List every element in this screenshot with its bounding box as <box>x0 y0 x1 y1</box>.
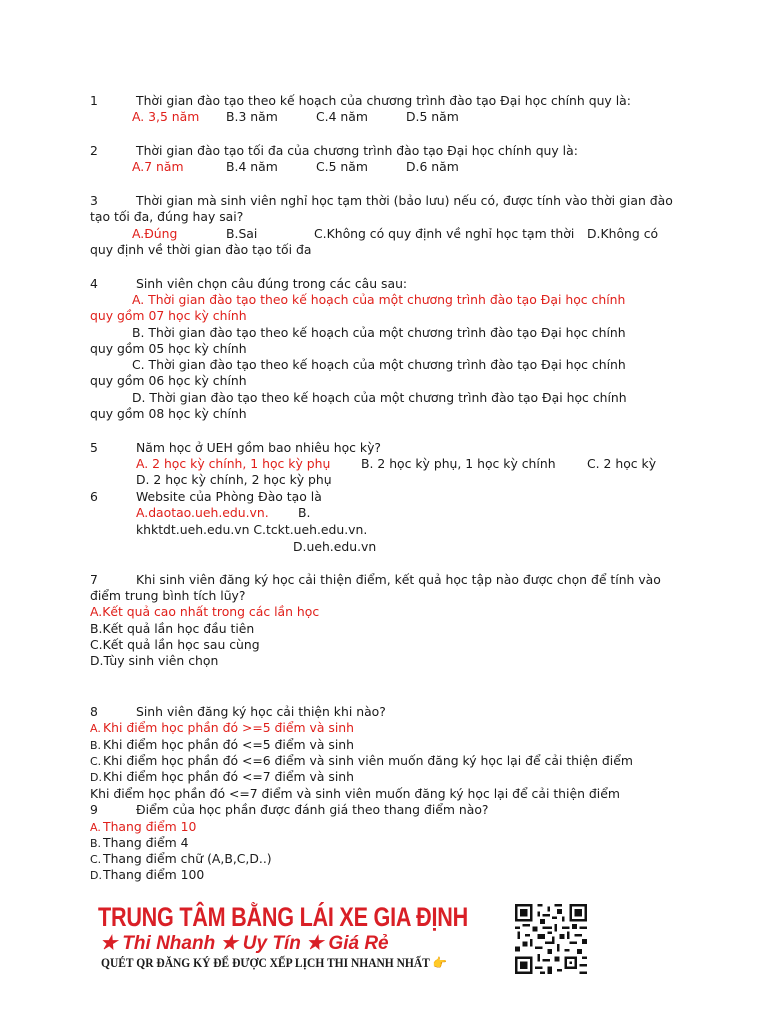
q7-option-a: A.Kết quả cao nhất trong các lần học <box>90 604 320 619</box>
q9-option-d-letter: D. <box>90 869 102 882</box>
q8-option-b-letter: B. <box>90 739 102 752</box>
q7-question-line2: điểm trung bình tích lũy? <box>90 588 246 603</box>
q6-option-b-label: B. <box>298 505 311 520</box>
banner-cta[interactable]: QUÉT QR ĐĂNG KÝ ĐỂ ĐƯỢC XẾP LỊCH THI NHANH NHẤT 👉 <box>101 956 447 970</box>
q5-option-d: D. 2 học kỳ chính, 2 học kỳ phụ <box>136 472 332 487</box>
q9-option-a-letter: A. <box>90 821 101 834</box>
q6-option-a: A.daotao.ueh.edu.vn. <box>136 505 269 520</box>
q4-option-c-line2: quy gồm 06 học kỳ chính <box>90 373 247 388</box>
q9-option-b: Thang điểm 4 <box>103 835 189 850</box>
q4-question: Sinh viên chọn câu đúng trong các câu sau: <box>136 276 408 291</box>
q3-number: 3 <box>90 193 98 208</box>
q8-question: Sinh viên đăng ký học cải thiện khi nào? <box>136 704 386 719</box>
q3-question-line2: tạo tối đa, đúng hay sai? <box>90 209 244 224</box>
q9-option-c: Thang điểm chữ (A,B,C,D..) <box>103 851 272 866</box>
q7-option-d: D.Tùy sinh viên chọn <box>90 653 219 668</box>
q2-question: Thời gian đào tạo tối đa của chương trình đào tạo Đại học chính quy là: <box>136 143 578 158</box>
q2-option-d: D.6 năm <box>406 159 459 174</box>
q6-question: Website của Phòng Đào tạo là <box>136 489 322 504</box>
q2-option-c: C.5 năm <box>316 159 368 174</box>
q3-option-a: A.Đúng <box>132 226 178 241</box>
q5-option-a: A. 2 học kỳ chính, 1 học kỳ phụ <box>136 456 331 471</box>
q4-option-b-line2: quy gồm 05 học kỳ chính <box>90 341 247 356</box>
q2-option-b: B.4 năm <box>226 159 278 174</box>
q9-option-c-letter: C. <box>90 853 102 866</box>
qr-code-icon[interactable] <box>515 904 587 974</box>
banner-title: TRUNG TÂM BẰNG LÁI XE GIA ĐỊNH <box>98 902 468 932</box>
q5-option-b: B. 2 học kỳ phụ, 1 học kỳ chính <box>361 456 556 471</box>
q1-option-d: D.5 năm <box>406 109 459 124</box>
q3-option-d-line1: D.Không có <box>587 226 659 241</box>
q5-question: Năm học ở UEH gồm bao nhiêu học kỳ? <box>136 440 381 455</box>
q6-option-d: D.ueh.edu.vn <box>293 539 377 554</box>
q5-number: 5 <box>90 440 98 455</box>
q7-number: 7 <box>90 572 98 587</box>
q1-option-a: A. 3,5 năm <box>132 109 200 124</box>
banner-slogan: ★ Thi Nhanh ★ Uy Tín ★ Giá Rẻ <box>100 933 389 954</box>
q4-option-c-line1: C. Thời gian đào tạo theo kế hoạch của một chương trình đào tạo Đại học chính <box>132 357 626 372</box>
q9-option-d: Thang điểm 100 <box>103 867 205 882</box>
q1-option-c: C.4 năm <box>316 109 368 124</box>
q4-number: 4 <box>90 276 98 291</box>
q9-option-a: Thang điểm 10 <box>103 819 197 834</box>
q3-option-c: C.Không có quy định về nghỉ học tạm thời <box>314 226 575 241</box>
q8-option-a: Khi điểm học phần đó >=5 điểm và sinh <box>103 720 354 735</box>
q5-option-c: C. 2 học kỳ <box>587 456 657 471</box>
q7-question-line1: Khi sinh viên đăng ký học cải thiện điểm, kết quả học tập nào được chọn để tính vào <box>136 572 661 587</box>
q8-option-c-letter: C. <box>90 755 102 768</box>
q1-question: Thời gian đào tạo theo kế hoạch của chương trình đào tạo Đại học chính quy là: <box>136 93 631 108</box>
q8-extra-line: Khi điểm học phần đó <=7 điểm và sinh viên muốn đăng ký học lại để cải thiện điểm <box>90 786 620 801</box>
q9-number: 9 <box>90 802 98 817</box>
q4-option-d-line2: quy gồm 08 học kỳ chính <box>90 406 247 421</box>
q7-option-c: C.Kết quả lần học sau cùng <box>90 637 260 652</box>
q8-option-a-letter: A. <box>90 722 101 735</box>
q4-option-a-line1: A. Thời gian đào tạo theo kế hoạch của một chương trình đào tạo Đại học chính <box>132 292 626 307</box>
q4-option-b-line1: B. Thời gian đào tạo theo kế hoạch của một chương trình đào tạo Đại học chính <box>132 325 626 340</box>
q6-number: 6 <box>90 489 98 504</box>
q7-option-b: B.Kết quả lần học đầu tiên <box>90 621 255 636</box>
q9-option-b-letter: B. <box>90 837 102 850</box>
q2-option-a: A.7 năm <box>132 159 184 174</box>
q9-question: Điểm của học phần được đánh giá theo thang điểm nào? <box>136 802 489 817</box>
q8-option-b: Khi điểm học phần đó <=5 điểm và sinh <box>103 737 354 752</box>
q2-number: 2 <box>90 143 98 158</box>
q8-option-d: Khi điểm học phần đó <=7 điểm và sinh <box>103 769 354 784</box>
q3-question-line1: Thời gian mà sinh viên nghỉ học tạm thời (bảo lưu) nếu có, được tính vào thời gian đào <box>136 193 673 208</box>
q8-option-c: Khi điểm học phần đó <=6 điểm và sinh viên muốn đăng ký học lại để cải thiện điểm <box>103 753 633 768</box>
q6-option-b-c: khktdt.ueh.edu.vn C.tckt.ueh.edu.vn. <box>136 522 368 537</box>
q3-option-b: B.Sai <box>226 226 258 241</box>
q1-number: 1 <box>90 93 98 108</box>
q8-option-d-letter: D. <box>90 771 102 784</box>
q1-option-b: B.3 năm <box>226 109 278 124</box>
q4-option-d-line1: D. Thời gian đào tạo theo kế hoạch của một chương trình đào tạo Đại học chính <box>132 390 627 405</box>
q4-option-a-line2: quy gồm 07 học kỳ chính <box>90 308 247 323</box>
q3-option-d-line2: quy định về thời gian đào tạo tối đa <box>90 242 312 257</box>
q8-number: 8 <box>90 704 98 719</box>
